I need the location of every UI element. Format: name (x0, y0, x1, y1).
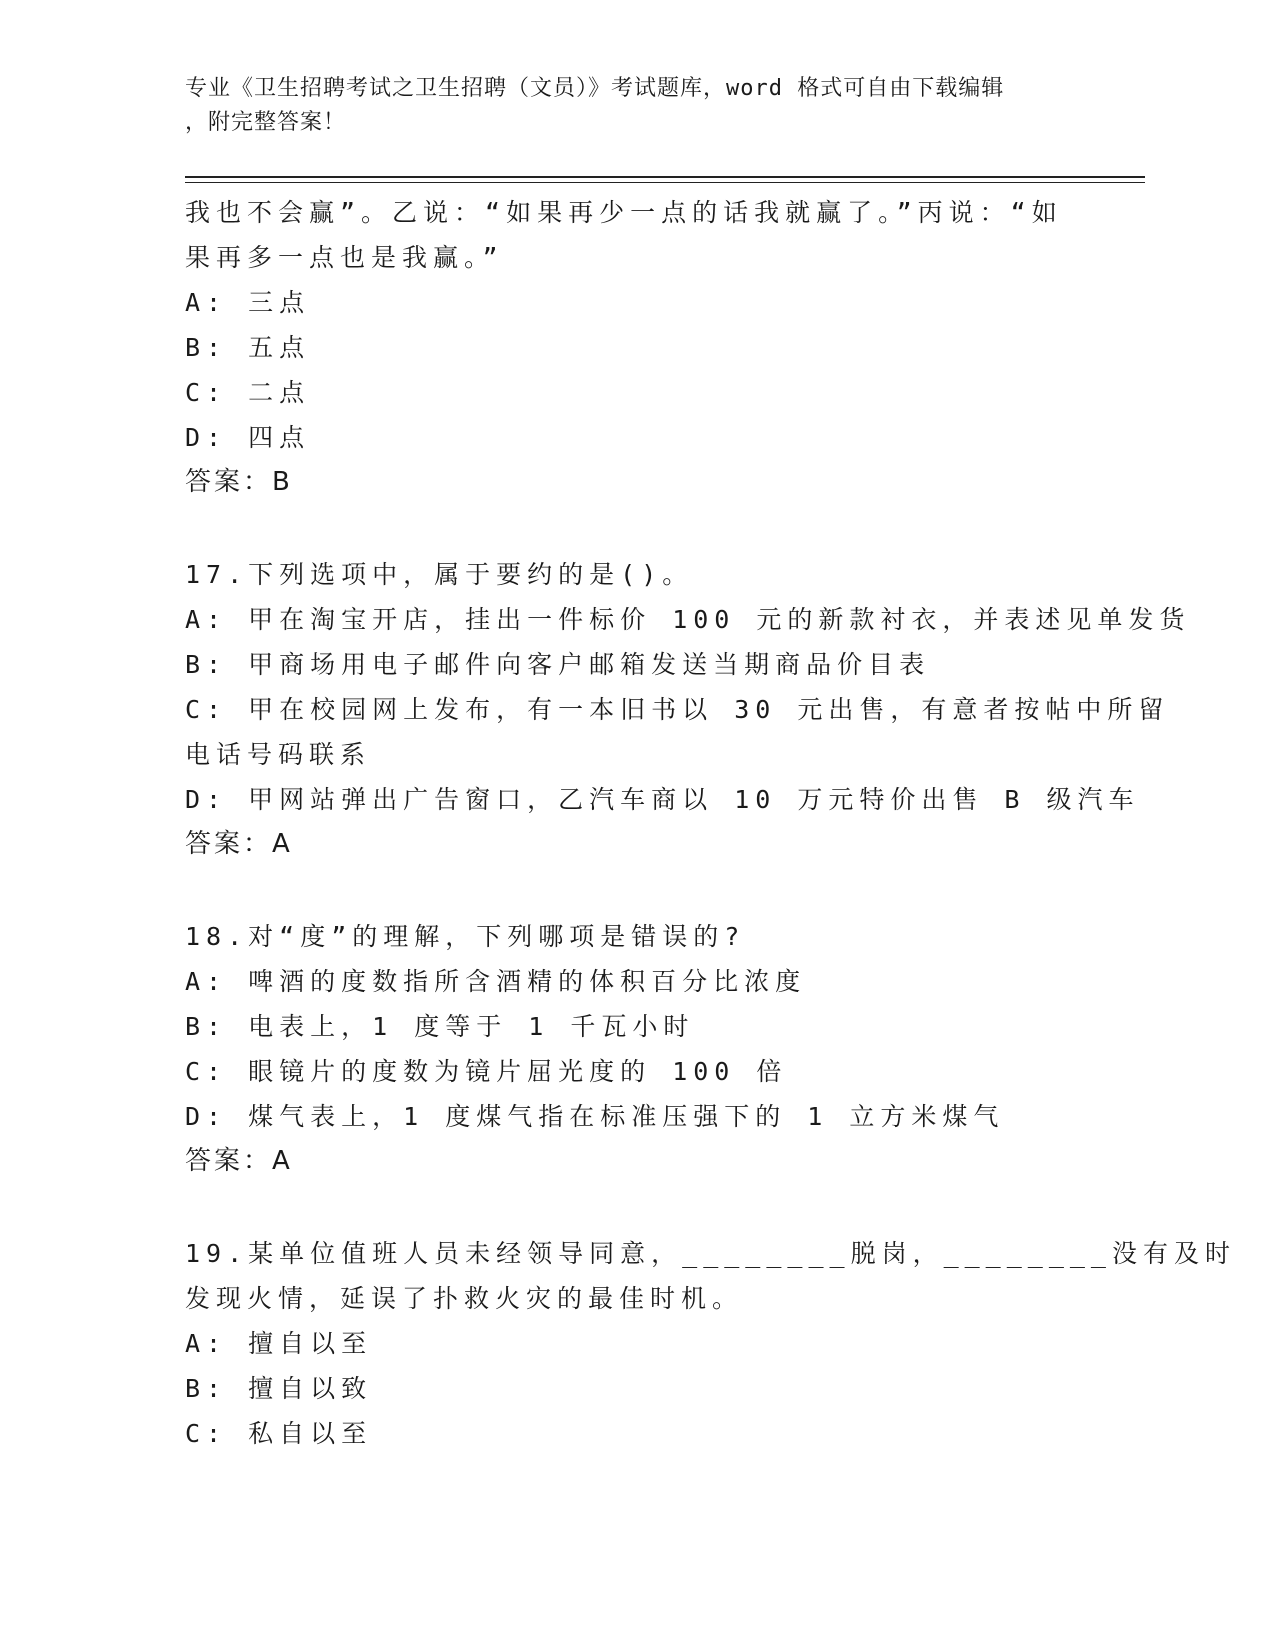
question-16-stem-line-1: 我也不会赢”。乙说：“如果再少一点的话我就赢了。”丙说：“如 (185, 198, 1063, 227)
header-line-2: ，附完整答案！ (185, 110, 347, 135)
header-divider-thin (185, 182, 1145, 183)
question-17-option-c: C: 甲在校园网上发布，有一本旧书以 30 元出售，有意者按帖中所留 (185, 695, 1170, 724)
question-17-answer: 答案：A (185, 829, 293, 859)
question-16-option-a: A: 三点 (185, 288, 311, 317)
question-spacer (185, 1184, 1085, 1231)
header-divider-thick (185, 176, 1145, 178)
question-17-option-b: B: 甲商场用电子邮件向客户邮箱发送当期商品价目表 (185, 650, 931, 679)
question-17-option-c-continued: 电话号码联系 (185, 740, 372, 769)
question-19-stem-line-2: 发现火情，延误了扑救火灾的最佳时机。 (185, 1284, 744, 1313)
question-19 (185, 1231, 1236, 1456)
question-16-answer: 答案：B (185, 467, 293, 497)
question-spacer (185, 505, 1085, 552)
question-16-option-c: C: 二点 (185, 378, 311, 407)
question-19-stem-line-1: 19.某单位值班人员未经领导同意，________脱岗，________没有及时 (185, 1239, 1236, 1268)
question-18-option-c: C: 眼镜片的度数为镜片屈光度的 100 倍 (185, 1057, 788, 1086)
question-18-option-d: D: 煤气表上，1 度煤气指在标准压强下的 1 立方米煤气 (185, 1102, 1005, 1131)
question-17-option-d: D: 甲网站弹出广告窗口，乙汽车商以 10 万元特价出售 B 级汽车 (185, 785, 1140, 814)
question-16-stem-line-2: 果再多一点也是我赢。” (185, 243, 504, 272)
question-list (185, 190, 1236, 1456)
question-spacer (185, 867, 1085, 914)
document-header (185, 72, 1065, 140)
header-line-1: 专业《卫生招聘考试之卫生招聘（文员）》考试题库，word 格式可自由下载编辑 (185, 76, 1005, 101)
question-17 (185, 552, 1191, 867)
question-17-stem: 17.下列选项中，属于要约的是()。 (185, 560, 694, 589)
question-18-answer: 答案：A (185, 1146, 293, 1176)
question-19-option-a: A: 擅自以至 (185, 1329, 373, 1358)
question-18-option-a: A: 啤酒的度数指所含酒精的体积百分比浓度 (185, 967, 807, 996)
question-18 (185, 914, 1085, 1184)
question-16-option-b: B: 五点 (185, 333, 311, 362)
question-16-option-d: D: 四点 (185, 423, 311, 452)
question-18-stem: 18.对“度”的理解，下列哪项是错误的? (185, 922, 746, 951)
question-17-option-a: A: 甲在淘宝开店，挂出一件标价 100 元的新款衬衣，并表述见单发货 (185, 605, 1191, 634)
question-19-option-c: C: 私自以至 (185, 1419, 373, 1448)
question-19-option-b: B: 擅自以致 (185, 1374, 373, 1403)
question-16 (185, 190, 1085, 505)
question-18-option-b: B: 电表上，1 度等于 1 千瓦小时 (185, 1012, 695, 1041)
